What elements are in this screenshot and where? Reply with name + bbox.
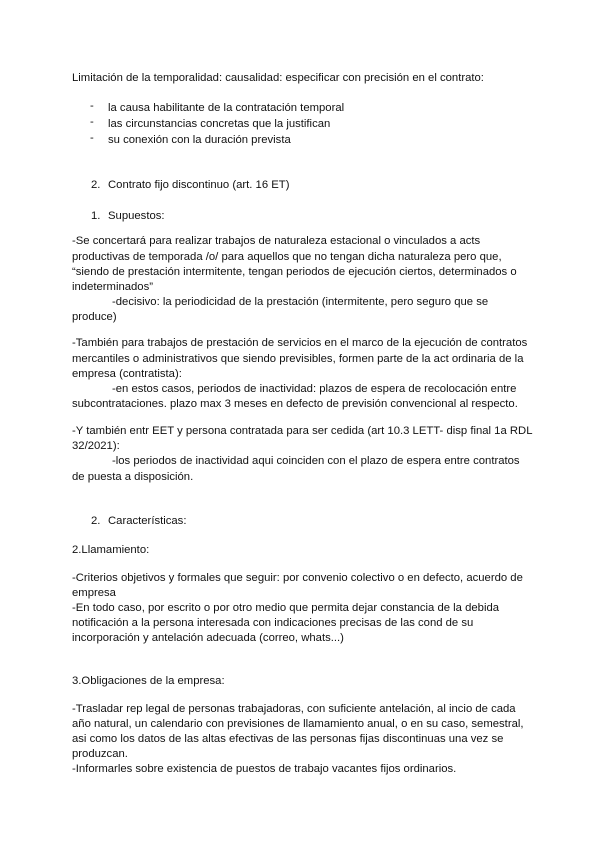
- bullet-item: su conexión con la duración prevista: [108, 134, 291, 146]
- section-2-number: 2.: [91, 179, 101, 191]
- text-line: incorporación y antelación adecuada (correo, whats...): [72, 632, 344, 644]
- text-line: -decisivo: la periodicidad de la prestación (intermitente, pero seguro que se: [112, 296, 489, 308]
- subsection-2-title: Características:: [108, 515, 187, 527]
- text-line: -en estos casos, periodos de inactividad: plazos de espera de recolocación entre: [112, 383, 517, 395]
- text-line: -Criterios objetivos y formales que seguir: por convenio colectivo o en defecto, acuerdo de: [72, 572, 523, 584]
- text-line: -Y también entr EET y persona contratada para ser cedida (art 10.3 LETT- disp final 1a RDL: [72, 425, 533, 437]
- text-line: indeterminados”: [72, 281, 154, 293]
- subsection-1-title: Supuestos:: [108, 210, 165, 222]
- text-line: subcontrataciones. plazo max 3 meses en defecto de previsión convencional al respecto.: [72, 398, 518, 410]
- text-line: año natural, un calendario con previsiones de llamamiento anual, o en su caso, semestral,: [72, 718, 524, 730]
- subsection-1-number: 1.: [91, 210, 101, 222]
- text-line: empresa: [72, 587, 116, 599]
- bullet-marker: -: [90, 116, 94, 128]
- text-line: notificación a la persona interesada con indicaciones precisas de las cond de su: [72, 617, 474, 629]
- subsection-2-number: 2.: [91, 515, 101, 527]
- text-line: mercantiles o administrativos que siendo previsibles, formen parte de la act ordinaria de la: [72, 353, 524, 365]
- obligaciones-heading: 3.Obligaciones de la empresa:: [72, 675, 225, 687]
- text-line: de puesta a disposición.: [72, 471, 194, 483]
- text-line: -Se concertará para realizar trabajos de naturaleza estacional o vinculados a acts: [72, 235, 481, 247]
- llamamiento-heading: 2.Llamamiento:: [72, 544, 150, 556]
- text-line: -Trasladar rep legal de personas trabajadoras, con suficiente antelación, al incio de cada: [72, 703, 516, 715]
- text-line: empresa (contratista):: [72, 368, 182, 380]
- bullet-marker: -: [90, 100, 94, 112]
- text-line: -En todo caso, por escrito o por otro medio que permita dejar constancia de la debida: [72, 602, 500, 614]
- bullet-item: las circunstancias concretas que la justifican: [108, 118, 331, 130]
- text-line: “siendo de prestación intermitente, tengan periodos de ejecución ciertos, determinados o: [72, 266, 517, 278]
- text-line: -Informarles sobre existencia de puestos de trabajo vacantes fijos ordinarios.: [72, 763, 457, 775]
- text-line: 32/2021):: [72, 440, 120, 452]
- text-line: -los periodos de inactividad aqui coinciden con el plazo de espera entre contratos: [112, 455, 520, 467]
- text-line: produzcan.: [72, 748, 128, 760]
- text-line: asi como los datos de las altas efectivas de las personas fijas discontinuas una vez se: [72, 733, 504, 745]
- bullet-marker: -: [90, 132, 94, 144]
- intro-line: Limitación de la temporalidad: causalidad: especificar con precisión en el contrato:: [72, 72, 484, 84]
- section-2-title: Contrato fijo discontinuo (art. 16 ET): [108, 179, 290, 191]
- bullet-item: la causa habilitante de la contratación temporal: [108, 102, 345, 114]
- text-line: productivas de temporada /o/ para aquellos que no tengan dicha naturaleza pero que,: [72, 251, 502, 263]
- text-line: produce): [72, 311, 117, 323]
- text-line: -También para trabajos de prestación de servicios en el marco de la ejecución de contratos: [72, 337, 528, 349]
